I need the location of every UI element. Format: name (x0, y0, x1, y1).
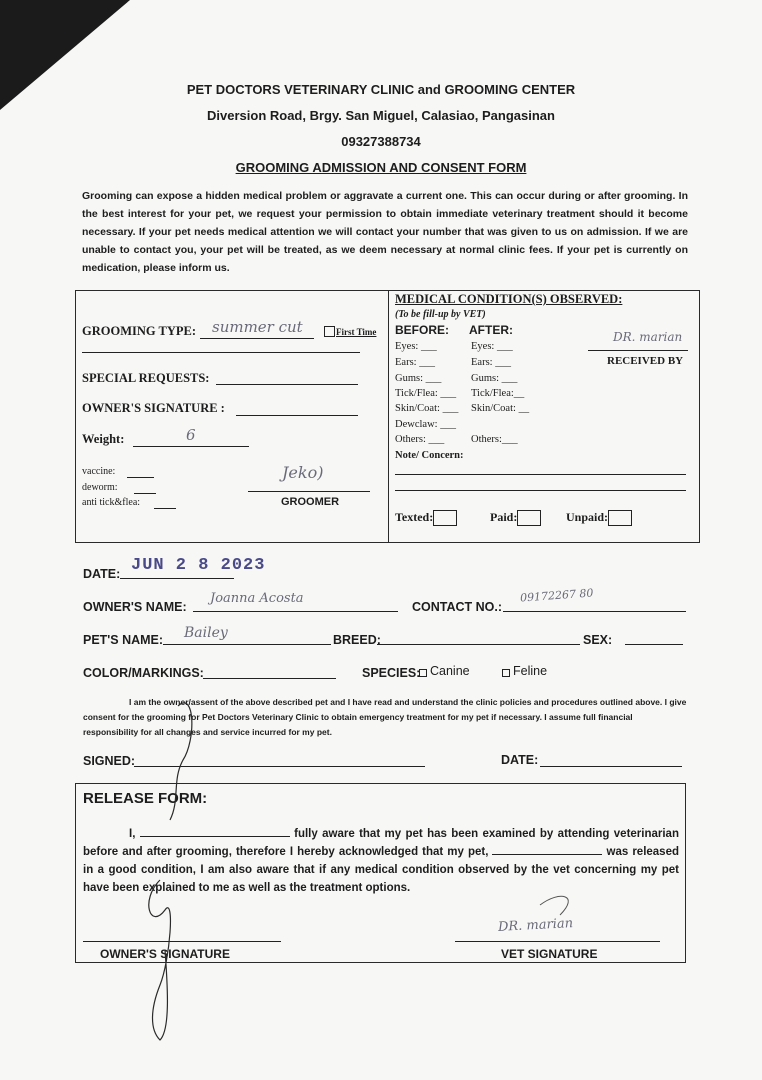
sex-label: SEX: (583, 633, 613, 647)
signed-label: SIGNED: (83, 754, 136, 768)
release-text-1: I, (129, 828, 136, 840)
before-eyes: Eyes: ___ (395, 341, 437, 352)
clinic-phone: 09327388734 (341, 134, 421, 149)
release-text-3: was released in a good condition, I am also aware that if any medical condition observed by the vet concerning my pet have been explained to me as well as the treatment options. (83, 846, 679, 894)
owner-name-value[interactable]: Joanna Acosta (210, 591, 304, 606)
antitick-label: anti tick&flea: (82, 497, 141, 508)
date-label: DATE: (83, 567, 121, 581)
owner-signature-scribble (149, 703, 192, 1040)
clinic-name: PET DOCTORS VETERINARY CLINIC and GROOMING CENTER (186, 82, 576, 97)
vet-signature-flourish (540, 896, 568, 915)
form-title: GROOMING ADMISSION AND CONSENT FORM (235, 160, 527, 175)
release-title: RELEASE FORM: (83, 790, 208, 807)
after-eyes: Eyes: ___ (471, 341, 513, 352)
received-by-label: RECEIVED BY (607, 355, 684, 367)
grooming-type-label: GROOMING TYPE: (82, 324, 197, 338)
groomer-label: GROOMER (281, 496, 340, 508)
before-tickflea: Tick/Flea: ___ (395, 388, 457, 399)
note-label: Note/ Concern: (395, 450, 464, 461)
texted-label: Texted: (395, 510, 434, 524)
weight-label: Weight: (82, 432, 125, 446)
pet-name-value[interactable]: Bailey (184, 625, 228, 641)
before-skincoat: Skin/Coat: ___ (395, 403, 459, 414)
canine-label: Canine (430, 664, 470, 678)
groomer-value[interactable]: Jeko) (282, 463, 324, 482)
before-label: BEFORE: (395, 323, 449, 337)
after-tickflea: Tick/Flea:__ (471, 388, 525, 399)
medical-subtitle: (To be fill-up by VET) (395, 309, 486, 320)
color-markings-label: COLOR/MARKINGS: (83, 666, 204, 680)
vaccine-label: vaccine: (82, 466, 116, 477)
clinic-address: Diversion Road, Brgy. San Miguel, Calasiao, Pangasinan (207, 108, 555, 123)
grooming-type-value[interactable]: summer cut (212, 318, 303, 336)
consent-date-label: DATE: (501, 753, 539, 767)
vet-signature-label: VET SIGNATURE (501, 947, 598, 961)
owner-name-label: OWNER'S NAME: (83, 600, 187, 614)
before-ears: Ears: ___ (395, 357, 435, 368)
received-by-value[interactable]: DR. marian (613, 330, 683, 344)
before-gums: Gums: ___ (395, 373, 442, 384)
paid-label: Paid: (490, 510, 518, 524)
after-label: AFTER: (469, 323, 513, 337)
after-gums: Gums: ___ (471, 373, 518, 384)
after-ears: Ears: ___ (471, 357, 511, 368)
feline-label: Feline (513, 664, 548, 678)
medical-title: MEDICAL CONDITION(S) OBSERVED: (395, 292, 623, 306)
owner-signature-label: OWNER'S SIGNATURE : (82, 401, 225, 415)
before-dewclaw: Dewclaw: ___ (395, 419, 456, 430)
vet-signature-value[interactable]: DR. marian (497, 916, 574, 935)
species-label: SPECIES: (362, 666, 421, 680)
pet-name-label: PET'S NAME: (83, 633, 164, 647)
contact-value[interactable]: 09172267 80 (519, 586, 594, 605)
weight-value[interactable]: 6 (186, 426, 196, 444)
special-requests-label: SPECIAL REQUESTS: (82, 371, 210, 385)
unpaid-label: Unpaid: (566, 510, 609, 524)
date-stamp[interactable]: JUN 2 8 2023 (131, 556, 266, 575)
contact-label: CONTACT NO.: (412, 600, 503, 614)
deworm-label: deworm: (82, 482, 118, 493)
after-skincoat: Skin/Coat: __ (471, 403, 530, 414)
breed-label: BREED: (333, 633, 381, 647)
consent-paragraph: I am the owner/assent of the above described pet and I have read and understand the clinic policies and procedures outlined above. I give consent for the grooming for Pet Doctors Veterinary Clinic to obtain emergency treatment for my pet if necessary. I assume full financial responsibility for all changes and service incurred for my pet. (83, 697, 687, 737)
owner-signature-release-label: OWNER'S SIGNATURE (100, 947, 230, 961)
first-time-label: First Time (336, 327, 377, 337)
before-others: Others: ___ (395, 434, 445, 445)
intro-paragraph: Grooming can expose a hidden medical problem or aggravate a current one. This can occur during or after grooming. In the best interest for your pet, we request your permission to obtain immediate veterinary treatment should it become necessary. If your pet needs medical attention we will contact your number that was given to us on admission. If we are unable to contact you, your pet will be treated, as we deem necessary at normal clinic fees. If your pet is currently on medication, please inform us. (82, 190, 688, 274)
release-text-2: fully aware that my pet has been examined by attending veterinarian before and after grooming, therefore I hereby acknowledged that my pet, (83, 828, 679, 858)
after-others: Others:___ (471, 434, 518, 445)
